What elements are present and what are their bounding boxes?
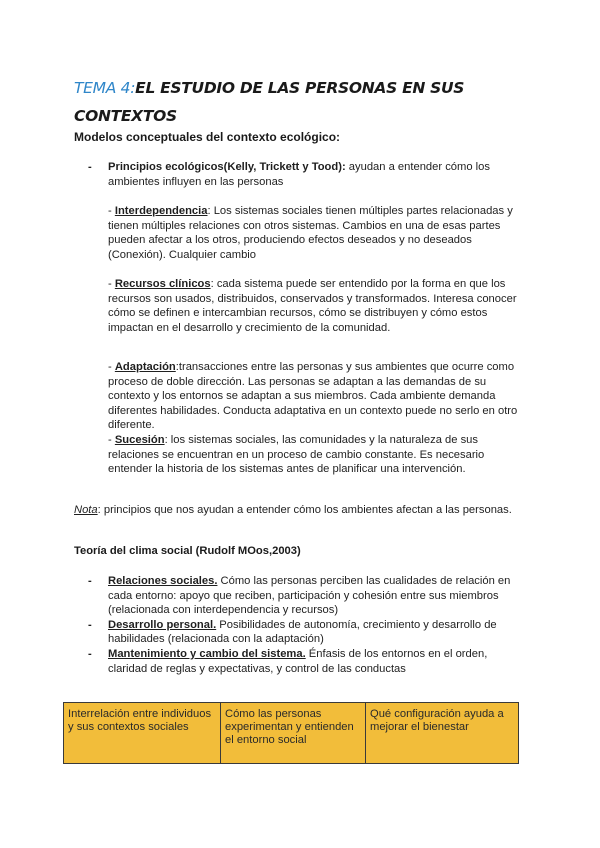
item-label: Desarrollo personal. bbox=[108, 618, 217, 631]
item-text: Énfasis de los entornos en el orden, claridad de reglas y expectativas, y control de las conductas bbox=[108, 647, 488, 675]
note-paragraph bbox=[74, 503, 529, 518]
table-cell-interrelacion: Interrelación entre individuos y sus contextos sociales bbox=[64, 703, 221, 764]
item-label: Relaciones sociales. bbox=[108, 575, 218, 587]
list-item bbox=[88, 574, 528, 618]
table-cell-experiencia: Cómo las personas experimentan y entienden el entorno social bbox=[221, 703, 366, 764]
table-row bbox=[64, 703, 519, 764]
item-label: Mantenimiento y cambio del sistema. bbox=[108, 647, 306, 660]
list-item bbox=[88, 618, 528, 647]
note-text: : principios que nos ayudan a entender cómo los ambientes afectan a las personas. bbox=[97, 504, 512, 516]
page-title bbox=[74, 74, 544, 130]
paragraph-adaptacion bbox=[108, 360, 528, 477]
dash-prefix: - bbox=[108, 361, 115, 373]
dash-prefix: - bbox=[108, 205, 115, 217]
bullet-dash: - bbox=[88, 618, 92, 631]
paragraph-recursos bbox=[108, 277, 528, 335]
paragraph-interdependencia bbox=[108, 204, 528, 262]
text-interdependencia: : Los sistemas sociales tienen múltiples partes relacionadas y tienen múltiples relaciones con otros sistemas. Cambios en una de esas partes pueden afectar a los otros, produciendo efectos deseados y no deseados (Conexión). Cualquier cambio bbox=[108, 205, 513, 261]
term-interdependencia: Interdependencia bbox=[114, 205, 208, 217]
summary-table bbox=[63, 702, 519, 764]
table-cell-configuracion: Qué configuración ayuda a mejorar el bienestar bbox=[366, 703, 519, 764]
bullet-dash: - bbox=[88, 647, 92, 660]
dash-prefix: - bbox=[108, 433, 115, 446]
note-label: Nota bbox=[74, 504, 98, 516]
list-item bbox=[88, 160, 528, 189]
text-sucesion: : los sistemas sociales, las comunidades y la naturaleza de sus relaciones se encuentran en un proceso de cambio constante. Es necesario entender la historia de los sistemas antes de planificar una intervención. bbox=[108, 433, 485, 476]
ecological-principles-list bbox=[88, 160, 528, 189]
text-adaptacion: :transacciones entre las personas y sus ambientes que ocurre como proceso de doble dirección. Las personas se adaptan a las demandas de su contexto y los entornos se adaptan a sus miembros. Cada ambiente demanda diferentes habilidades. Conducta adaptativa en un contexto puede no serlo en otro diferente. bbox=[108, 361, 518, 432]
title-main: EL ESTUDIO DE LAS PERSONAS EN SUS CONTEXTOS bbox=[74, 79, 465, 125]
list-item bbox=[88, 647, 528, 676]
text-recursos: : cada sistema puede ser entendido por la forma en que los recursos son usados, distribuidos, conservados y transformados. Interesa conocer cómo se definen e intercambian recursos, cómo se distribuyen y cómo estos impactan en el desarrollo y crecimiento de la comunidad. bbox=[108, 278, 517, 334]
bullet-dash: - bbox=[88, 575, 92, 587]
term-recursos: Recursos clínicos bbox=[114, 278, 211, 290]
item-text: Posibilidades de autonomía, crecimiento y desarrollo de habilidades (relacionada con la adaptación) bbox=[108, 618, 497, 646]
term-sucesion: Sucesión bbox=[114, 433, 165, 446]
item-text: Cómo las personas perciben las cualidades de relación en cada entorno: apoyo que reciben, participación y cohesión entre sus miembros (relacionada con interdependencia y recursos) bbox=[108, 575, 511, 617]
section-subtitle: Modelos conceptuales del contexto ecológico: bbox=[74, 130, 341, 144]
dash-prefix: - bbox=[108, 278, 115, 290]
bullet-dash: - bbox=[88, 161, 92, 173]
section-heading-clima-social: Teoría del clima social (Rudolf MOos,2003) bbox=[74, 545, 301, 557]
bullet-label: Principios ecológicos(Kelly, Trickett y Tood): bbox=[108, 161, 346, 173]
social-climate-list bbox=[88, 574, 528, 676]
term-adaptacion: Adaptación bbox=[114, 361, 176, 373]
bullet-text: ayudan a entender cómo los ambientes influyen en las personas bbox=[108, 161, 490, 188]
title-prefix: TEMA 4: bbox=[74, 79, 136, 97]
